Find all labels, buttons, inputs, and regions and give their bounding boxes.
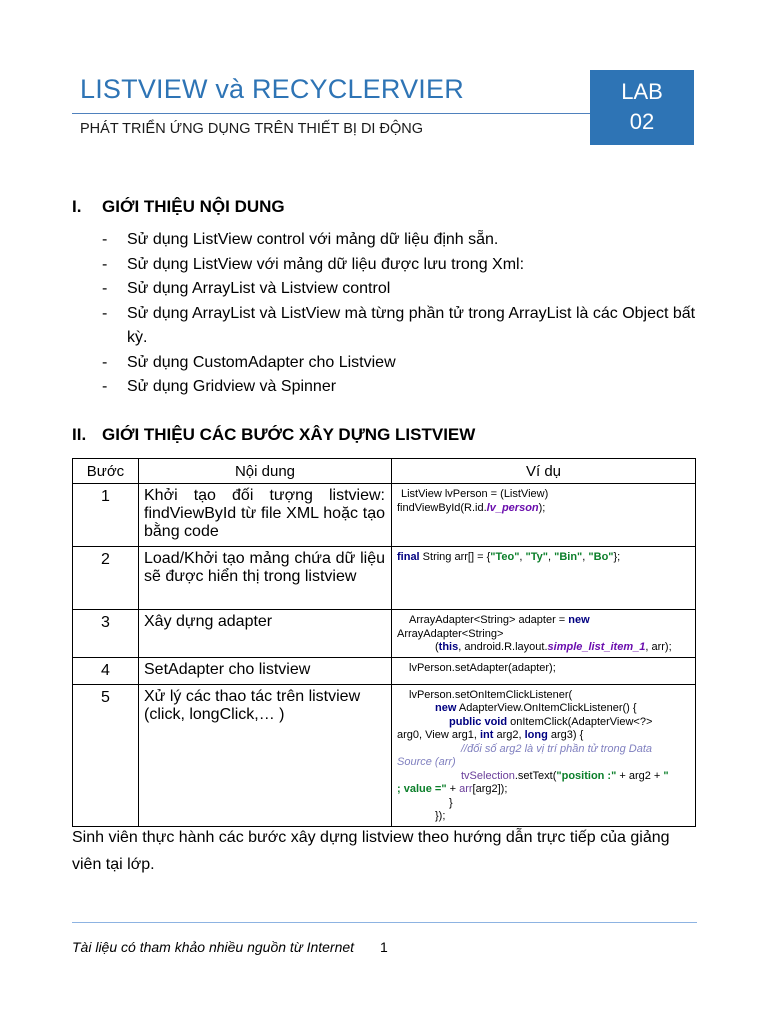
document-title: LISTVIEW và RECYCLERVIER (80, 74, 464, 104)
code-keyword: new (568, 614, 590, 626)
list-item-text: Sử dụng ListView với mảng dữ liệu được lưu trong Xml: (127, 255, 525, 273)
document-subtitle: PHÁT TRIỂN ỨNG DỤNG TRÊN THIẾT BỊ DI ĐỘNG (80, 121, 423, 137)
table-row (73, 547, 696, 610)
table-row (73, 657, 696, 684)
code-token: findViewById(R.id. (397, 501, 487, 514)
code-comment: //đối số arg2 là vị trí phần tử trong Data (461, 742, 653, 755)
list-item-text: Sử dụng ListView control với mảng dữ liệu định sẵn. (127, 231, 499, 248)
content-list (102, 228, 702, 400)
code-token: AdapterView.OnItemClickListener() { (456, 702, 637, 714)
code-token: String arr[] = { (419, 551, 491, 563)
section-heading-intro (72, 197, 285, 217)
header-step: Bước (73, 459, 139, 484)
list-item (102, 302, 702, 351)
bullet-marker: - (102, 231, 108, 248)
code-keyword: int (479, 729, 494, 741)
step-content-note: (click, longClick,… ) (144, 705, 285, 723)
section-number: I. (72, 197, 82, 216)
table-row (73, 610, 696, 658)
step-content: Xây dựng adapter (139, 610, 392, 658)
section-number: II. (72, 425, 87, 444)
list-item (102, 253, 702, 278)
list-item-text: Sử dụng CustomAdapter cho Listview (127, 353, 396, 371)
code-example (392, 547, 696, 610)
code-string: " (663, 769, 669, 782)
code-token: arg2, (493, 729, 525, 741)
code-string: ; value =" (397, 783, 447, 795)
code-line: }); (435, 810, 446, 822)
code-line (397, 783, 690, 797)
table-row (73, 484, 696, 547)
code-example (392, 684, 696, 826)
lab-badge (590, 70, 694, 145)
step-number: 1 (73, 484, 139, 547)
code-field: lv_person (486, 501, 539, 514)
code-token: [arg2]); (472, 783, 508, 795)
bullet-marker: - (102, 353, 108, 371)
bullet-marker: - (102, 304, 108, 322)
code-line: ArrayAdapter<String> (397, 627, 504, 640)
code-string: "position :" (556, 769, 617, 782)
steps-table (72, 458, 696, 827)
code-variable: tvSelection (461, 769, 515, 782)
code-string: "Teo" (490, 551, 520, 563)
list-item-text: Sử dụng ArrayList và Listview control (127, 280, 391, 297)
code-keyword: public (449, 715, 482, 728)
list-item (102, 228, 702, 253)
code-example (392, 657, 696, 684)
code-token: , arr); (645, 641, 672, 653)
code-example (392, 484, 696, 547)
step-number: 5 (73, 684, 139, 826)
page-number: 1 (380, 939, 388, 955)
code-token: , android.R.layout. (458, 641, 548, 653)
code-line (397, 770, 690, 784)
code-line (397, 729, 690, 743)
lab-badge-label: LAB (621, 79, 663, 104)
code-variable: arr (459, 783, 473, 795)
code-string: "Ty" (525, 551, 548, 563)
lab-badge-number: 02 (629, 109, 655, 134)
step-number: 2 (73, 547, 139, 610)
section-title: GIỚI THIỆU CÁC BƯỚC XÂY DỰNG LISTVIEW (102, 425, 476, 444)
code-token: onItemClick(AdapterView<?> (507, 715, 653, 728)
step-content-text: Xử lý các thao tác trên listview (144, 687, 361, 705)
code-line (397, 551, 690, 565)
code-keyword: this (438, 641, 459, 653)
step-content: SetAdapter cho listview (139, 657, 392, 684)
code-string: "Bo" (588, 551, 614, 563)
code-line: lvPerson.setOnItemClickListener( (409, 688, 573, 701)
code-token: ( (435, 641, 439, 653)
bullet-marker: - (102, 280, 108, 297)
code-token: + arg2 + (616, 769, 664, 782)
list-item-text: Sử dụng Gridview và Spinner (127, 378, 337, 395)
code-string: "Bin" (554, 551, 583, 563)
title-divider (72, 113, 590, 114)
code-keyword: new (435, 702, 457, 714)
code-line: ListView lvPerson = (ListView) (401, 488, 549, 500)
code-keyword: void (484, 715, 508, 728)
code-token: , (548, 551, 555, 563)
code-line (397, 614, 690, 628)
list-item (102, 375, 702, 400)
bullet-marker: - (102, 255, 108, 273)
code-keyword: long (524, 729, 548, 741)
code-token: , (519, 551, 526, 563)
step-content: Khởi tạo đối tượng listview: findViewById từ file XML hoặc tạo bằng code (139, 484, 392, 547)
section-heading-steps (72, 425, 475, 445)
section-title: GIỚI THIỆU NỘI DUNG (102, 197, 285, 216)
code-token: ); (538, 501, 546, 514)
step-number: 3 (73, 610, 139, 658)
code-line (397, 702, 690, 716)
list-item-text: Sử dụng ArrayList và ListView mà từng phần tử trong ArrayList là các Object bất kỳ. (127, 304, 696, 346)
header-example: Ví dụ (392, 459, 696, 484)
code-token: ArrayAdapter<String> adapter = (409, 614, 569, 626)
step-content: Load/Khởi tạo mảng chứa dữ liệu sẽ được hiển thị trong listview (139, 547, 392, 610)
code-line: } (449, 796, 453, 809)
instruction-paragraph: Sinh viên thực hành các bước xây dựng listview theo hướng dẫn trực tiếp của giảng viên tại lớp. (72, 829, 670, 873)
code-token: + (446, 783, 460, 795)
code-comment: Source (arr) (397, 756, 456, 768)
code-token: arg0, View arg1, (397, 729, 480, 741)
code-line (397, 641, 690, 655)
code-token: arg3) { (547, 729, 584, 741)
code-line: lvPerson.setAdapter(adapter); (409, 661, 556, 674)
code-field: simple_list_item_1 (547, 641, 646, 653)
table-row (73, 684, 696, 826)
list-item (102, 277, 702, 302)
bullet-marker: - (102, 378, 108, 395)
footer-note: Tài liệu có tham khảo nhiều nguồn từ Internet (72, 939, 355, 955)
code-token: .setText( (514, 769, 557, 782)
code-token: , (582, 551, 589, 563)
step-content (139, 684, 392, 826)
code-line (397, 716, 690, 730)
header-content: Nội dung (139, 459, 392, 484)
list-item (102, 351, 702, 376)
code-token: }; (613, 551, 621, 563)
code-line (397, 502, 690, 516)
code-keyword: final (397, 551, 420, 563)
table-header-row (73, 459, 696, 484)
step-number: 4 (73, 657, 139, 684)
footer-divider (72, 922, 697, 923)
code-example (392, 610, 696, 658)
